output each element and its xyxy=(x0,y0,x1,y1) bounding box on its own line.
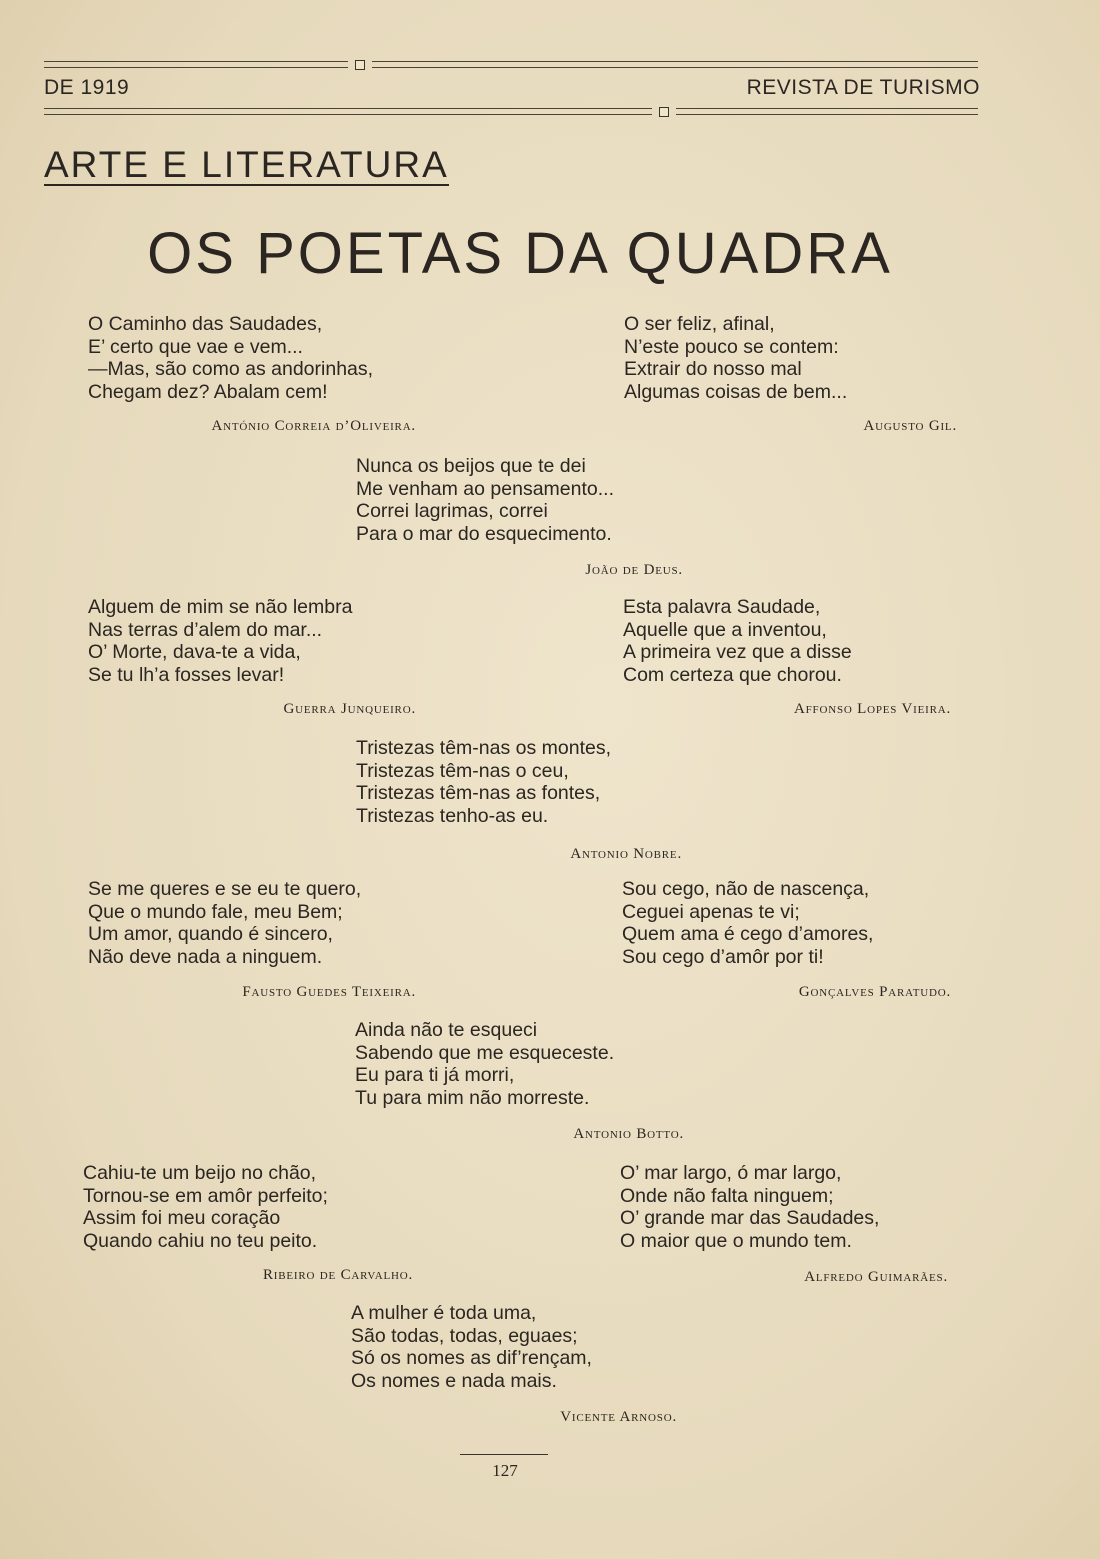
poem-line: O maior que o mundo tem. xyxy=(620,1229,852,1252)
poem-line: Sou cego d’amôr por ti! xyxy=(622,945,824,968)
poem-author: Antonio Botto. xyxy=(573,1126,684,1142)
poem-stanza xyxy=(624,313,847,403)
poem-line: O’ Morte, dava-te a vida, xyxy=(88,641,301,663)
poem-line: Tristezas têm-nas o ceu, xyxy=(356,759,569,782)
poem-line: O ser feliz, afinal, xyxy=(624,313,775,335)
poem-stanza xyxy=(356,737,611,827)
poem-author: Gonçalves Paratudo. xyxy=(798,984,951,1000)
poem-author: Ribeiro de Carvalho. xyxy=(262,1267,413,1283)
poem-line: Sabendo que me esqueceste. xyxy=(355,1041,615,1064)
poem-line: Alguem de mim se não lembra xyxy=(88,596,353,618)
poem-line: Um amor, quando é sincero, xyxy=(88,923,333,945)
section-heading: ARTE E LITERATURA xyxy=(44,144,449,185)
page-title: OS POETAS DA QUADRA xyxy=(147,221,893,286)
header-rule-left xyxy=(44,108,652,115)
poem-line: Tristezas tenho-as eu. xyxy=(356,804,549,827)
poem-author: Fausto Guedes Teixeira. xyxy=(242,984,416,1000)
poem-line: Aquelle que a inventou, xyxy=(623,618,827,641)
poem-line: Não deve nada a ninguem. xyxy=(88,945,323,968)
page-number: 127 xyxy=(492,1461,518,1480)
poem-line: —Mas, são como as andorinhas, xyxy=(88,358,374,380)
poem-line: Sou cego, não de nascença, xyxy=(622,878,870,900)
poem-line: Me venham ao pensamento... xyxy=(356,477,614,500)
header-magazine-title: REVISTA DE TURISMO xyxy=(746,76,980,99)
poem-line: O’ mar largo, ó mar largo, xyxy=(620,1162,842,1184)
rule-ornament-square xyxy=(659,107,669,117)
poem-line: Se me queres e se eu te quero, xyxy=(88,878,362,900)
poem-author: Antonio Nobre. xyxy=(570,846,682,862)
poem-line: Se tu lh’a fosses levar! xyxy=(88,663,285,686)
poem-author: Alfredo Guimarães. xyxy=(804,1269,948,1285)
poem-line: Extrair do nosso mal xyxy=(624,358,802,380)
poem-line: O Caminho das Saudades, xyxy=(88,313,323,335)
poem-line: Correi lagrimas, correi xyxy=(356,500,548,522)
poem-stanza xyxy=(355,1019,614,1109)
poem-stanza xyxy=(88,313,373,403)
top-rule-right xyxy=(372,61,978,68)
poem-line: Que o mundo fale, meu Bem; xyxy=(88,900,343,923)
poem-line: O’ grande mar das Saudades, xyxy=(620,1207,880,1229)
poem-line: Nas terras d’alem do mar... xyxy=(88,618,323,641)
poem-line: Os nomes e nada mais. xyxy=(351,1369,557,1392)
poem-line: Quem ama é cego d’amores, xyxy=(622,923,874,945)
poem-line: Nunca os beijos que te dei xyxy=(356,455,586,477)
header-rule-right xyxy=(676,108,978,115)
poem-line: Tristezas têm-nas os montes, xyxy=(356,737,612,759)
poem-stanza xyxy=(623,596,852,686)
poem-line: N’este pouco se contem: xyxy=(624,335,839,358)
poem-line: Ceguei apenas te vi; xyxy=(622,900,800,923)
poem-line: Para o mar do esquecimento. xyxy=(356,522,612,545)
poem-line: A primeira vez que a disse xyxy=(623,641,852,663)
poem-line: Tristezas têm-nas as fontes, xyxy=(356,782,601,804)
rule-ornament-square xyxy=(355,60,365,70)
poem-line: Algumas coisas de bem... xyxy=(624,380,848,403)
poem-author: Vicente Arnoso. xyxy=(560,1409,677,1425)
header-date: DE 1919 xyxy=(44,76,130,99)
poem-author: Affonso Lopes Vieira. xyxy=(793,701,951,717)
poem-author: João de Deus. xyxy=(585,562,683,578)
poem-line: Tornou-se em amôr perfeito; xyxy=(83,1184,328,1207)
page-number-rule xyxy=(460,1454,548,1455)
poem-stanza xyxy=(356,455,614,545)
poem-stanza xyxy=(88,596,352,686)
top-rule-left xyxy=(44,61,348,68)
poem-stanza xyxy=(83,1162,328,1252)
poem-line: Assim foi meu coração xyxy=(83,1207,281,1229)
poem-line: Ainda não te esqueci xyxy=(355,1019,538,1041)
poem-author: António Correia d’Oliveira. xyxy=(211,418,416,434)
poem-line: Chegam dez? Abalam cem! xyxy=(88,380,328,403)
poem-line: Com certeza que chorou. xyxy=(623,663,842,686)
poem-line: A mulher é toda uma, xyxy=(351,1302,537,1324)
poem-line: Tu para mim não morreste. xyxy=(355,1086,590,1109)
poem-stanza xyxy=(620,1162,879,1252)
poem-line: São todas, todas, eguaes; xyxy=(351,1324,578,1347)
poem-author: Augusto Gil. xyxy=(863,418,957,434)
poem-line: Eu para ti já morri, xyxy=(355,1064,515,1086)
poem-line: Quando cahiu no teu peito. xyxy=(83,1229,318,1252)
poem-line: Esta palavra Saudade, xyxy=(623,596,821,618)
poem-stanza xyxy=(622,878,873,968)
poem-line: Cahiu-te um beijo no chão, xyxy=(83,1162,317,1184)
poem-line: E’ certo que vae e vem... xyxy=(88,335,303,358)
poem-stanza xyxy=(351,1302,592,1392)
poem-line: Onde não falta ninguem; xyxy=(620,1184,834,1207)
poem-stanza xyxy=(88,878,361,968)
poem-line: Só os nomes as dif’rençam, xyxy=(351,1347,592,1369)
poem-author: Guerra Junqueiro. xyxy=(283,701,416,717)
